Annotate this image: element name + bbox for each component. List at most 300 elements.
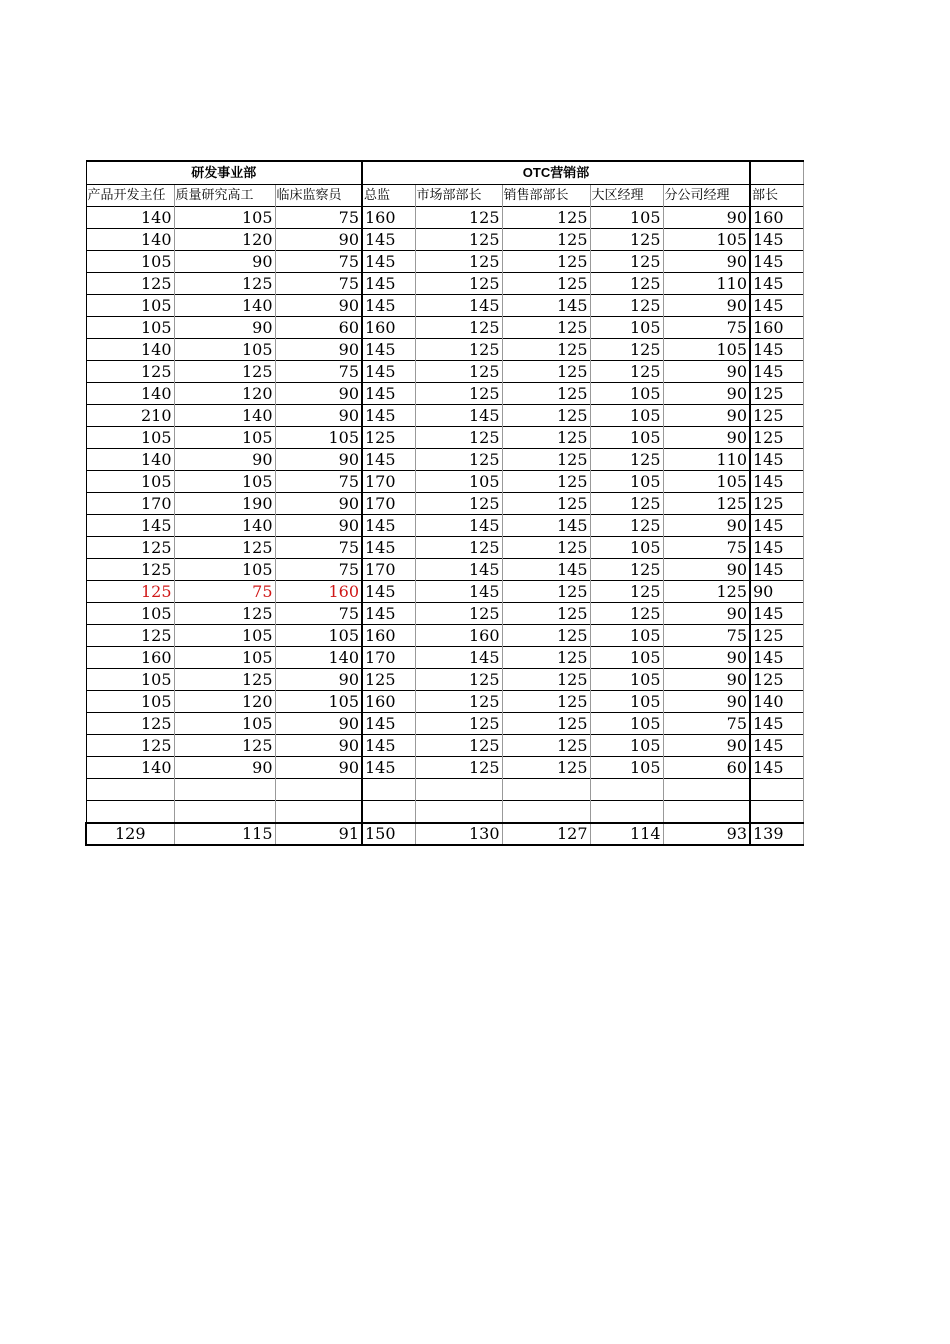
table-cell: 125	[502, 273, 590, 295]
table-cell: 90	[663, 735, 750, 757]
table-cell: 125	[502, 449, 590, 471]
table-cell: 125	[502, 647, 590, 669]
table-cell: 105	[86, 295, 174, 317]
average-cell: 93	[663, 823, 750, 845]
table-cell: 125	[590, 339, 663, 361]
table-cell: 145	[362, 295, 415, 317]
table-cell: 140	[174, 405, 275, 427]
table-cell: 125	[415, 229, 502, 251]
table-cell: 125	[174, 669, 275, 691]
table-cell: 125	[174, 273, 275, 295]
table-cell: 105	[174, 471, 275, 493]
table-row	[86, 515, 803, 537]
table-cell: 160	[362, 317, 415, 339]
table-row	[86, 757, 803, 779]
table-cell: 110	[663, 273, 750, 295]
empty-cell	[663, 779, 750, 801]
table-cell: 145	[362, 537, 415, 559]
average-cell: 91	[275, 823, 362, 845]
table-row	[86, 471, 803, 493]
group-header-cell	[750, 161, 803, 185]
table-cell: 145	[750, 361, 803, 383]
empty-cell	[750, 801, 803, 824]
table-cell: 145	[502, 515, 590, 537]
table-cell: 145	[750, 735, 803, 757]
table-cell: 125	[86, 625, 174, 647]
table-cell: 90	[275, 713, 362, 735]
table-row	[86, 273, 803, 295]
table-cell: 125	[415, 713, 502, 735]
column-header-cell: 分公司经理	[663, 185, 750, 207]
table-cell: 125	[663, 493, 750, 515]
empty-cell	[590, 801, 663, 824]
table-cell: 60	[663, 757, 750, 779]
table-cell: 105	[86, 317, 174, 339]
table-cell: 120	[174, 691, 275, 713]
table-cell: 125	[590, 361, 663, 383]
table-cell: 90	[663, 647, 750, 669]
table-cell: 125	[415, 251, 502, 273]
table-cell: 145	[750, 757, 803, 779]
table-cell: 145	[362, 361, 415, 383]
table-cell: 210	[86, 405, 174, 427]
empty-cell	[86, 779, 174, 801]
table-cell: 75	[663, 625, 750, 647]
table-cell: 145	[362, 383, 415, 405]
table-row	[86, 405, 803, 427]
table-cell: 105	[174, 339, 275, 361]
table-cell: 145	[362, 449, 415, 471]
table-cell: 105	[174, 559, 275, 581]
table-cell: 125	[750, 493, 803, 515]
table-cell: 125	[502, 229, 590, 251]
table-cell: 75	[275, 603, 362, 625]
table-cell: 125	[415, 317, 502, 339]
table-row	[86, 383, 803, 405]
table-cell: 105	[174, 625, 275, 647]
table-cell: 105	[174, 647, 275, 669]
table-cell: 125	[415, 361, 502, 383]
table-cell: 90	[275, 229, 362, 251]
table-cell: 140	[750, 691, 803, 713]
empty-cell	[663, 801, 750, 824]
table-cell: 125	[86, 273, 174, 295]
table-cell: 145	[750, 339, 803, 361]
table-cell: 140	[86, 757, 174, 779]
table-cell: 90	[174, 251, 275, 273]
average-cell: 139	[750, 823, 803, 845]
table-cell: 170	[362, 559, 415, 581]
table-cell: 125	[415, 207, 502, 229]
table-cell: 145	[750, 471, 803, 493]
table-cell: 145	[362, 581, 415, 603]
table-cell: 105	[174, 713, 275, 735]
table-cell: 145	[750, 449, 803, 471]
table-cell: 105	[590, 735, 663, 757]
table-cell: 145	[750, 295, 803, 317]
average-cell: 129	[86, 823, 174, 845]
table-cell: 125	[174, 361, 275, 383]
empty-cell	[415, 779, 502, 801]
table-cell: 170	[362, 471, 415, 493]
table-cell: 125	[502, 669, 590, 691]
table-cell: 125	[362, 427, 415, 449]
column-header-cell: 产品开发主任	[86, 185, 174, 207]
table-cell: 125	[415, 735, 502, 757]
table-cell: 105	[590, 691, 663, 713]
table-cell: 145	[362, 603, 415, 625]
table-row	[86, 559, 803, 581]
table-row	[86, 207, 803, 229]
table-cell: 105	[275, 625, 362, 647]
table-cell: 125	[502, 251, 590, 273]
table-cell: 125	[502, 757, 590, 779]
table-cell: 145	[750, 515, 803, 537]
table-cell: 90	[275, 735, 362, 757]
table-cell: 140	[86, 449, 174, 471]
table-row	[86, 735, 803, 757]
table-cell: 125	[502, 361, 590, 383]
table-cell: 125	[590, 251, 663, 273]
table-cell: 105	[590, 713, 663, 735]
table-cell: 170	[86, 493, 174, 515]
table-cell: 125	[590, 295, 663, 317]
table-cell: 125	[502, 405, 590, 427]
empty-row	[86, 779, 803, 801]
table-cell: 75	[174, 581, 275, 603]
table-cell: 145	[750, 251, 803, 273]
table-cell: 145	[362, 229, 415, 251]
table-cell: 90	[275, 383, 362, 405]
table-cell: 105	[590, 383, 663, 405]
table-cell: 125	[415, 669, 502, 691]
table-cell: 125	[415, 383, 502, 405]
column-header-cell: 大区经理	[590, 185, 663, 207]
table-cell: 125	[590, 559, 663, 581]
table-cell: 125	[502, 493, 590, 515]
table-cell: 125	[86, 559, 174, 581]
table-cell: 105	[86, 669, 174, 691]
table-cell: 90	[663, 559, 750, 581]
table-cell: 125	[590, 603, 663, 625]
table-cell: 90	[275, 405, 362, 427]
table-cell: 125	[502, 713, 590, 735]
table-cell: 125	[750, 383, 803, 405]
table-cell: 145	[415, 295, 502, 317]
table-cell: 170	[362, 493, 415, 515]
table-cell: 145	[750, 229, 803, 251]
empty-cell	[415, 801, 502, 824]
empty-cell	[86, 801, 174, 824]
table-cell: 125	[502, 537, 590, 559]
table-cell: 90	[174, 449, 275, 471]
empty-cell	[362, 801, 415, 824]
average-cell: 114	[590, 823, 663, 845]
table-cell: 160	[275, 581, 362, 603]
table-cell: 125	[86, 735, 174, 757]
table-cell: 160	[415, 625, 502, 647]
column-header-cell: 临床监察员	[275, 185, 362, 207]
table-cell: 105	[275, 427, 362, 449]
table-cell: 125	[750, 427, 803, 449]
column-header-cell: 部长	[750, 185, 803, 207]
table-row	[86, 691, 803, 713]
table-row	[86, 449, 803, 471]
group-header-cell: 研发事业部	[86, 161, 362, 185]
table-cell: 140	[86, 229, 174, 251]
table-cell: 75	[663, 537, 750, 559]
table-cell: 125	[86, 537, 174, 559]
table-cell: 125	[362, 669, 415, 691]
table-cell: 140	[86, 339, 174, 361]
table-cell: 75	[663, 317, 750, 339]
table-row	[86, 581, 803, 603]
table-cell: 75	[275, 537, 362, 559]
table-cell: 140	[86, 207, 174, 229]
table-cell: 90	[663, 405, 750, 427]
table-cell: 145	[750, 713, 803, 735]
table-cell: 90	[275, 757, 362, 779]
column-header-cell: 质量研究高工	[174, 185, 275, 207]
table-cell: 90	[663, 361, 750, 383]
table-cell: 145	[415, 581, 502, 603]
table-cell: 60	[275, 317, 362, 339]
table-cell: 90	[275, 515, 362, 537]
table-cell: 160	[362, 691, 415, 713]
table-cell: 75	[275, 207, 362, 229]
table-cell: 90	[275, 493, 362, 515]
table-cell: 90	[275, 339, 362, 361]
table-cell: 160	[750, 207, 803, 229]
table-cell: 105	[174, 427, 275, 449]
empty-cell	[502, 779, 590, 801]
table-cell: 145	[750, 273, 803, 295]
table-cell: 145	[415, 515, 502, 537]
table-cell: 190	[174, 493, 275, 515]
table-cell: 75	[275, 361, 362, 383]
table-cell: 125	[174, 603, 275, 625]
table-cell: 105	[590, 317, 663, 339]
table-cell: 125	[590, 273, 663, 295]
table-row	[86, 537, 803, 559]
table-cell: 125	[590, 581, 663, 603]
table-row	[86, 339, 803, 361]
table-cell: 145	[362, 515, 415, 537]
table-cell: 90	[663, 603, 750, 625]
table-cell: 105	[663, 229, 750, 251]
table-cell: 90	[663, 691, 750, 713]
table-cell: 145	[362, 273, 415, 295]
table-cell: 160	[86, 647, 174, 669]
table-cell: 90	[750, 581, 803, 603]
table-cell: 105	[590, 647, 663, 669]
table-cell: 90	[174, 317, 275, 339]
table-cell: 125	[663, 581, 750, 603]
table-cell: 145	[86, 515, 174, 537]
table-row	[86, 229, 803, 251]
table-row	[86, 647, 803, 669]
average-cell: 130	[415, 823, 502, 845]
table-cell: 125	[590, 493, 663, 515]
table-cell: 145	[362, 757, 415, 779]
table-cell: 125	[415, 537, 502, 559]
table-cell: 145	[502, 559, 590, 581]
table-cell: 105	[86, 251, 174, 273]
table-cell: 105	[663, 471, 750, 493]
table-cell: 170	[362, 647, 415, 669]
table-cell: 105	[415, 471, 502, 493]
table-cell: 160	[362, 625, 415, 647]
table-cell: 125	[502, 383, 590, 405]
table-cell: 110	[663, 449, 750, 471]
table-cell: 140	[174, 295, 275, 317]
table-cell: 105	[275, 691, 362, 713]
table-cell: 160	[362, 207, 415, 229]
table-cell: 90	[275, 449, 362, 471]
table-cell: 125	[415, 603, 502, 625]
table-row	[86, 603, 803, 625]
column-header-cell: 市场部部长	[415, 185, 502, 207]
group-header-cell: OTC营销部	[362, 161, 750, 185]
average-row	[86, 823, 803, 845]
table-cell: 75	[275, 273, 362, 295]
table-cell: 125	[502, 691, 590, 713]
column-header-cell: 销售部部长	[502, 185, 590, 207]
table-cell: 125	[86, 361, 174, 383]
average-cell: 127	[502, 823, 590, 845]
table-row	[86, 361, 803, 383]
table-cell: 125	[415, 757, 502, 779]
table-cell: 90	[663, 251, 750, 273]
table-cell: 125	[415, 691, 502, 713]
group-header-row	[86, 161, 803, 185]
table-cell: 105	[590, 757, 663, 779]
table-cell: 125	[415, 339, 502, 361]
table-cell: 125	[750, 669, 803, 691]
table-cell: 125	[502, 581, 590, 603]
table-cell: 140	[86, 383, 174, 405]
table-cell: 105	[590, 207, 663, 229]
table-cell: 105	[590, 669, 663, 691]
table-cell: 125	[502, 339, 590, 361]
table-cell: 105	[590, 537, 663, 559]
table-row	[86, 317, 803, 339]
table-cell: 90	[663, 515, 750, 537]
average-cell: 115	[174, 823, 275, 845]
table-cell: 125	[415, 493, 502, 515]
table-cell: 140	[174, 515, 275, 537]
table-cell: 125	[415, 273, 502, 295]
table-cell: 90	[275, 295, 362, 317]
table-cell: 125	[86, 713, 174, 735]
table-cell: 125	[415, 449, 502, 471]
table-cell: 140	[275, 647, 362, 669]
table-cell: 125	[502, 625, 590, 647]
table-cell: 125	[590, 449, 663, 471]
table-cell: 120	[174, 229, 275, 251]
empty-cell	[174, 779, 275, 801]
table-cell: 90	[275, 669, 362, 691]
column-header-cell: 总监	[362, 185, 415, 207]
table-cell: 105	[590, 405, 663, 427]
empty-cell	[502, 801, 590, 824]
table-cell: 90	[663, 669, 750, 691]
table-cell: 105	[590, 471, 663, 493]
table-cell: 125	[590, 229, 663, 251]
table-cell: 90	[663, 427, 750, 449]
table-cell: 125	[502, 603, 590, 625]
table-cell: 145	[750, 647, 803, 669]
table-cell: 105	[663, 339, 750, 361]
table-cell: 145	[415, 647, 502, 669]
table-row	[86, 625, 803, 647]
average-cell: 150	[362, 823, 415, 845]
table-cell: 125	[174, 735, 275, 757]
table-cell: 105	[590, 427, 663, 449]
table-cell: 75	[275, 559, 362, 581]
table-cell: 105	[86, 691, 174, 713]
table-cell: 105	[174, 207, 275, 229]
salary-table	[85, 160, 804, 846]
empty-cell	[750, 779, 803, 801]
table-cell: 145	[362, 251, 415, 273]
table-cell: 90	[663, 295, 750, 317]
table-cell: 125	[502, 471, 590, 493]
table-cell: 75	[275, 471, 362, 493]
empty-row	[86, 801, 803, 824]
table-row	[86, 669, 803, 691]
table-cell: 145	[750, 603, 803, 625]
empty-cell	[362, 779, 415, 801]
table-cell: 105	[86, 603, 174, 625]
column-header-row	[86, 185, 803, 207]
table-cell: 90	[663, 207, 750, 229]
table-cell: 145	[502, 295, 590, 317]
empty-cell	[174, 801, 275, 824]
table-cell: 75	[663, 713, 750, 735]
table-cell: 125	[590, 515, 663, 537]
empty-cell	[275, 801, 362, 824]
table-cell: 145	[362, 713, 415, 735]
table-cell: 90	[663, 383, 750, 405]
table-cell: 125	[415, 427, 502, 449]
table-cell: 145	[750, 559, 803, 581]
table-cell: 125	[750, 625, 803, 647]
table-row	[86, 713, 803, 735]
table-cell: 160	[750, 317, 803, 339]
table-cell: 75	[275, 251, 362, 273]
table-row	[86, 427, 803, 449]
table-cell: 125	[502, 317, 590, 339]
table-cell: 145	[362, 735, 415, 757]
table-cell: 105	[86, 427, 174, 449]
table-row	[86, 251, 803, 273]
table-cell: 105	[590, 625, 663, 647]
table-row	[86, 493, 803, 515]
empty-cell	[275, 779, 362, 801]
table-cell: 145	[750, 537, 803, 559]
table-cell: 145	[362, 405, 415, 427]
table-cell: 125	[502, 735, 590, 757]
table-cell: 125	[750, 405, 803, 427]
table-cell: 125	[86, 581, 174, 603]
table-cell: 125	[174, 537, 275, 559]
table-cell: 125	[502, 427, 590, 449]
table-row	[86, 295, 803, 317]
table-cell: 145	[362, 339, 415, 361]
table-cell: 105	[86, 471, 174, 493]
empty-cell	[590, 779, 663, 801]
